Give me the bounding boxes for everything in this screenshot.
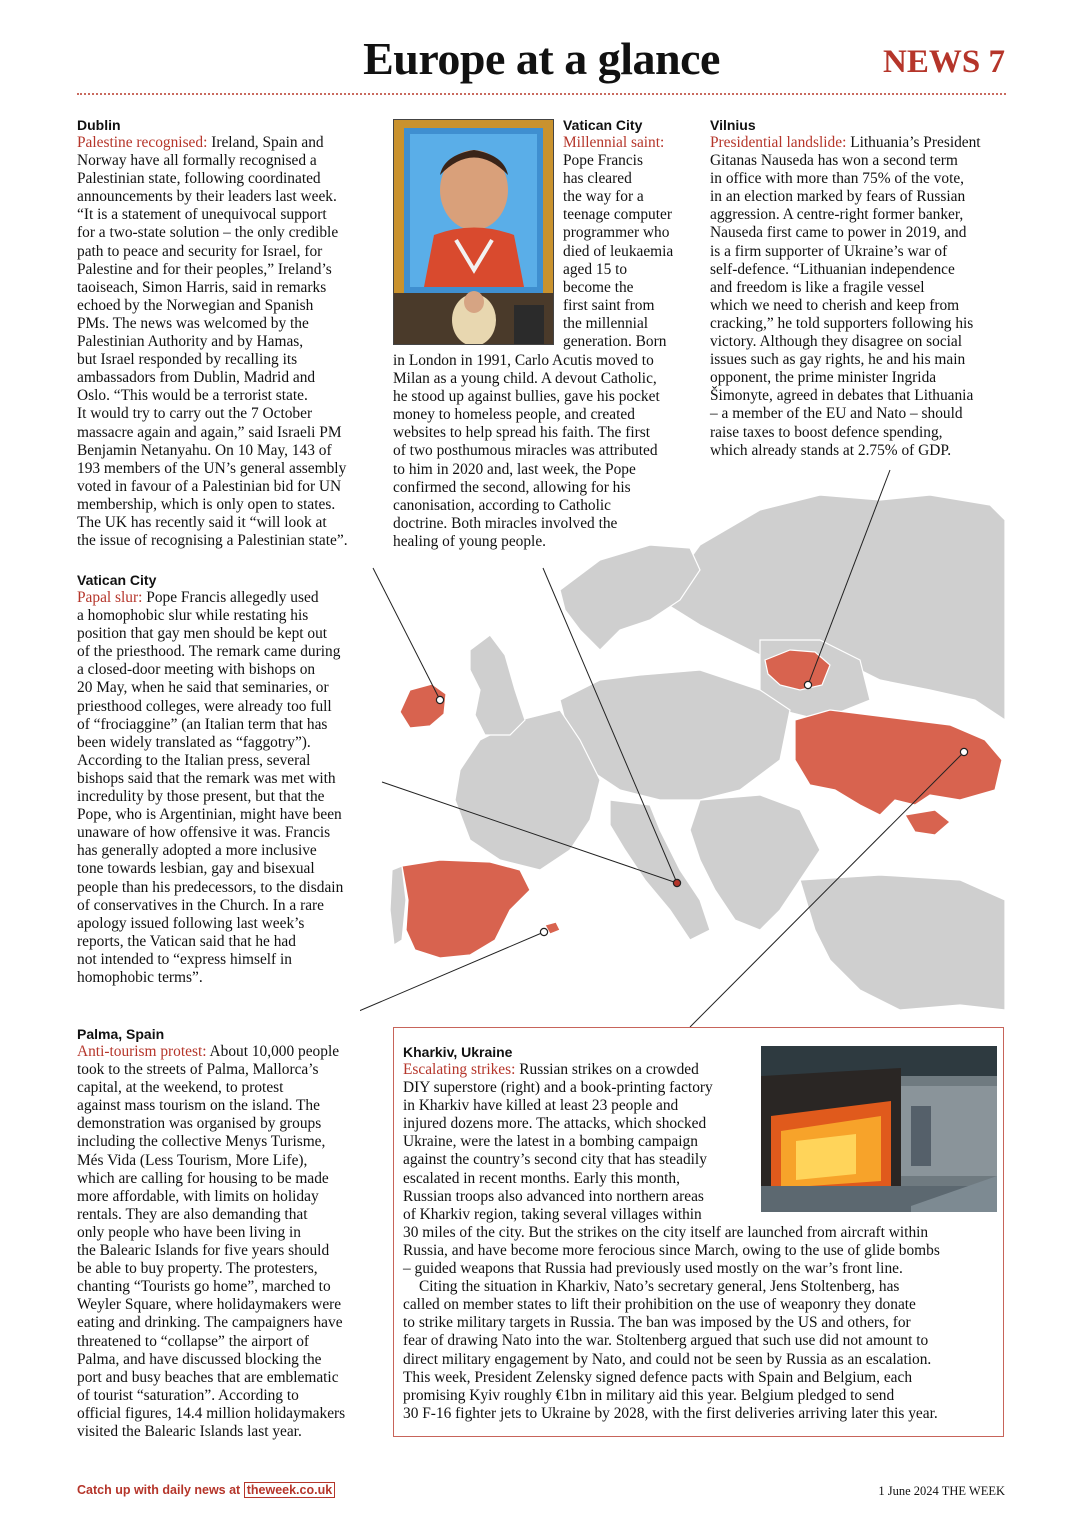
article-text: Palestine recognised: Ireland, Spain and Norway have all formally recognised a Palestinian state, following coordinated announcements by their leaders last week. “It is a statement of unequivocal support for a two-state solution – the only credible path to peace and security for Israel, for Palestine and for their peoples,” Ireland’s taoiseach, Simon Harris, said in remarks echoed by the Norwegian and Spanish PMs. The news was welcomed by the Palestinian Authority and by Hamas, but Israel responded by recalling its ambassadors from Dublin, Madrid and Oslo. “This would be a terrorist state. It would try to carry out the 7 October massacre again and again,” said Israeli PM Benjamin Netanyahu. On 10 May, 143 of 193 members of the UN’s general assembly voted in favour of a Palestinian bid for UN membership, which is only open to states. The UK has recently said it “will look at the issue of recognising a Palestinian state”. (77, 134, 348, 550)
kicker: Presidential landslide: (710, 134, 847, 151)
place-heading: Kharkiv, Ukraine (403, 1044, 513, 1060)
article-palma: Palma, Spain Anti-tourism protest: About 10,000 people took to the streets of Palma, Mallorca’s capital, at the weekend, to protest against mass tourism on the island. The demonstration was organised by groups including the collective Menys Turisme, Més Vida (Less Tourism, More Life), which are calling for housing to be made more affordable, with limits on holiday rentals. They are also demanding that only people who have been living in the Balearic Islands for five years should be able to buy property. The protesters, chanting “Tourists go home”, marched to Weyler Square, where holidaymakers were eating and drinking. The campaigners have threatened to “collapse” the airport of Palma, and have discussed blocking the port and busy beaches that are emblematic of tourist “saturation”. According to official figures, 14.4 million holidaymakers visited the Balearic Islands last year. (77, 1025, 377, 1441)
map-spain (402, 860, 530, 958)
page-title: Europe at a glance (363, 33, 720, 84)
kicker: Millennial saint: (563, 134, 665, 151)
kicker: Escalating strikes: (403, 1061, 516, 1078)
section-label: NEWS 7 (883, 44, 1005, 80)
issue-date: 1 June 2024 THE WEEK (878, 1484, 1005, 1498)
place-heading: Vatican City (563, 117, 643, 133)
article-vatican-saint: Vatican City Millennial saint: Pope Francis has cleared the way for a teenage computer programmer who died of leukaemia aged 15 to become the first saint from the millennial generation. Born (563, 116, 703, 351)
article-dublin (77, 116, 377, 550)
article-vilnius: Vilnius Presidential landslide: Lithuania’s President Gitanas Nauseda has won a second term in office with more than 75% of the vote, in an election marked by fears of Russian aggression. A centre-right former banker, Nauseda first came to power in 2019, and is a firm supporter of Ukraine’s war of self-defence. “Lithuanian independence and freedom is like a fragile vessel which we need to cherish and keep from cracking,” he told supporters following his victory. Although they disagree on social issues such as gay rights, he and his main opponent, the prime minister Ingrida Šimonyte, agreed in debates that Lithuania – a member of the EU and Nato – should raise taxes to boost defence spending, which already stands at 2.75% of GDP. (710, 116, 1010, 460)
place-heading: Vatican City (77, 572, 157, 588)
place-heading: Palma, Spain (77, 1026, 165, 1042)
marker-kharkiv (960, 748, 967, 755)
article-vatican-slur: Vatican City Papal slur: Pope Francis allegedly used a homophobic slur while restating his position that gay men should be kept out of the priesthood. The remark came during a closed-door meeting with bishops on 20 May, when he said that seminaries, or priesthood colleges, were already too full of “frociaggine” (an Italian term that has been widely translated as “faggotry”). According to the Italian press, several bishops said that the remark was met with incredulity by those present, but that the Pope, who is Argentinian, might have been unaware of how offensive it was. Francis has generally adopted a more inclusive tone towards lesbian, gay and bisexual people than his predecessors, to the disdain of conservatives in the Church. In a rare apology issued following last week’s reports, the Vatican said that he had not intended to “express himself in homophobic terms”. (77, 571, 377, 987)
map-scandinavia (560, 545, 700, 650)
carlo-acutis-photo (393, 119, 554, 345)
leader-dublin (373, 568, 440, 700)
theweek-link[interactable]: theweek.co.uk (244, 1482, 335, 1498)
marker-dublin (436, 696, 443, 703)
article-kharkiv: Kharkiv, Ukraine Escalating strikes: Russian strikes on a crowded DIY superstore (right) and a book-printing factory in Kharkiv have killed at least 23 people and injured dozens more. The attacks, which shocked Ukraine, were the latest in a bombing campaign against the country’s second city that has steadily escalated in recent months. Early this month, Russian troops also advanced into northern areas of Kharkiv region, taking several villages within 30 miles of the city. But the strikes on the city itself are launched from aircraft within Russia, and have become more ferocious since March, owing to the use of glide bombs – guided weapons that Russia had previously used mostly on the war’s front line. Citing the situation in Kharkiv, Nato’s secretary general, Jens Stoltenberg, has called on member states to lift their prohibition on the use of weaponry they donate to strike military targets in Russia. The ban was imposed by the US and others, for fear of drawing Nato into the war. Stoltenberg argued that such use did not amount to direct military engagement by Nato, and could not be seen by Russia as an escalation. This week, President Zelensky signed defence pacts with Spain and Belgium, each promising Kyiv roughly €1bn in military aid this year. Belgium pledged to send 30 F-16 fighter jets to Ukraine by 2028, with the first deliveries arriving later this year. (403, 1043, 998, 1423)
marker-vilnius (804, 681, 811, 688)
place-heading: Dublin (77, 117, 121, 133)
marker-vatican (673, 879, 680, 886)
place-heading: Vilnius (710, 117, 756, 133)
map-ireland (400, 684, 446, 728)
map-crimea (905, 810, 950, 835)
map-ukraine (795, 710, 1002, 815)
kicker: Palestine recognised: (77, 134, 208, 151)
map-turkey (800, 875, 1005, 1010)
kicker: Papal slur: (77, 589, 143, 606)
map-balkans (690, 795, 820, 930)
footer-catch-up: Catch up with daily news at theweek.co.uk (77, 1483, 335, 1497)
kicker: Anti-tourism protest: (77, 1043, 207, 1060)
article-vatican-saint-continued: in London in 1991, Carlo Acutis moved to Milan as a young child. A devout Catholic, he stood up against bullies, gave his pocket money to homeless people, and created websites to help spread his faith. The first of two posthumous miracles was attributed to him in 2020 and, last week, the Pope confirmed the second, allowing for his canonisation, according to Catholic doctrine. Both miracles involved the healing of young people. (393, 352, 660, 550)
header-rule (77, 93, 1006, 95)
marker-palma (540, 928, 547, 935)
map-great-britain (470, 635, 525, 735)
